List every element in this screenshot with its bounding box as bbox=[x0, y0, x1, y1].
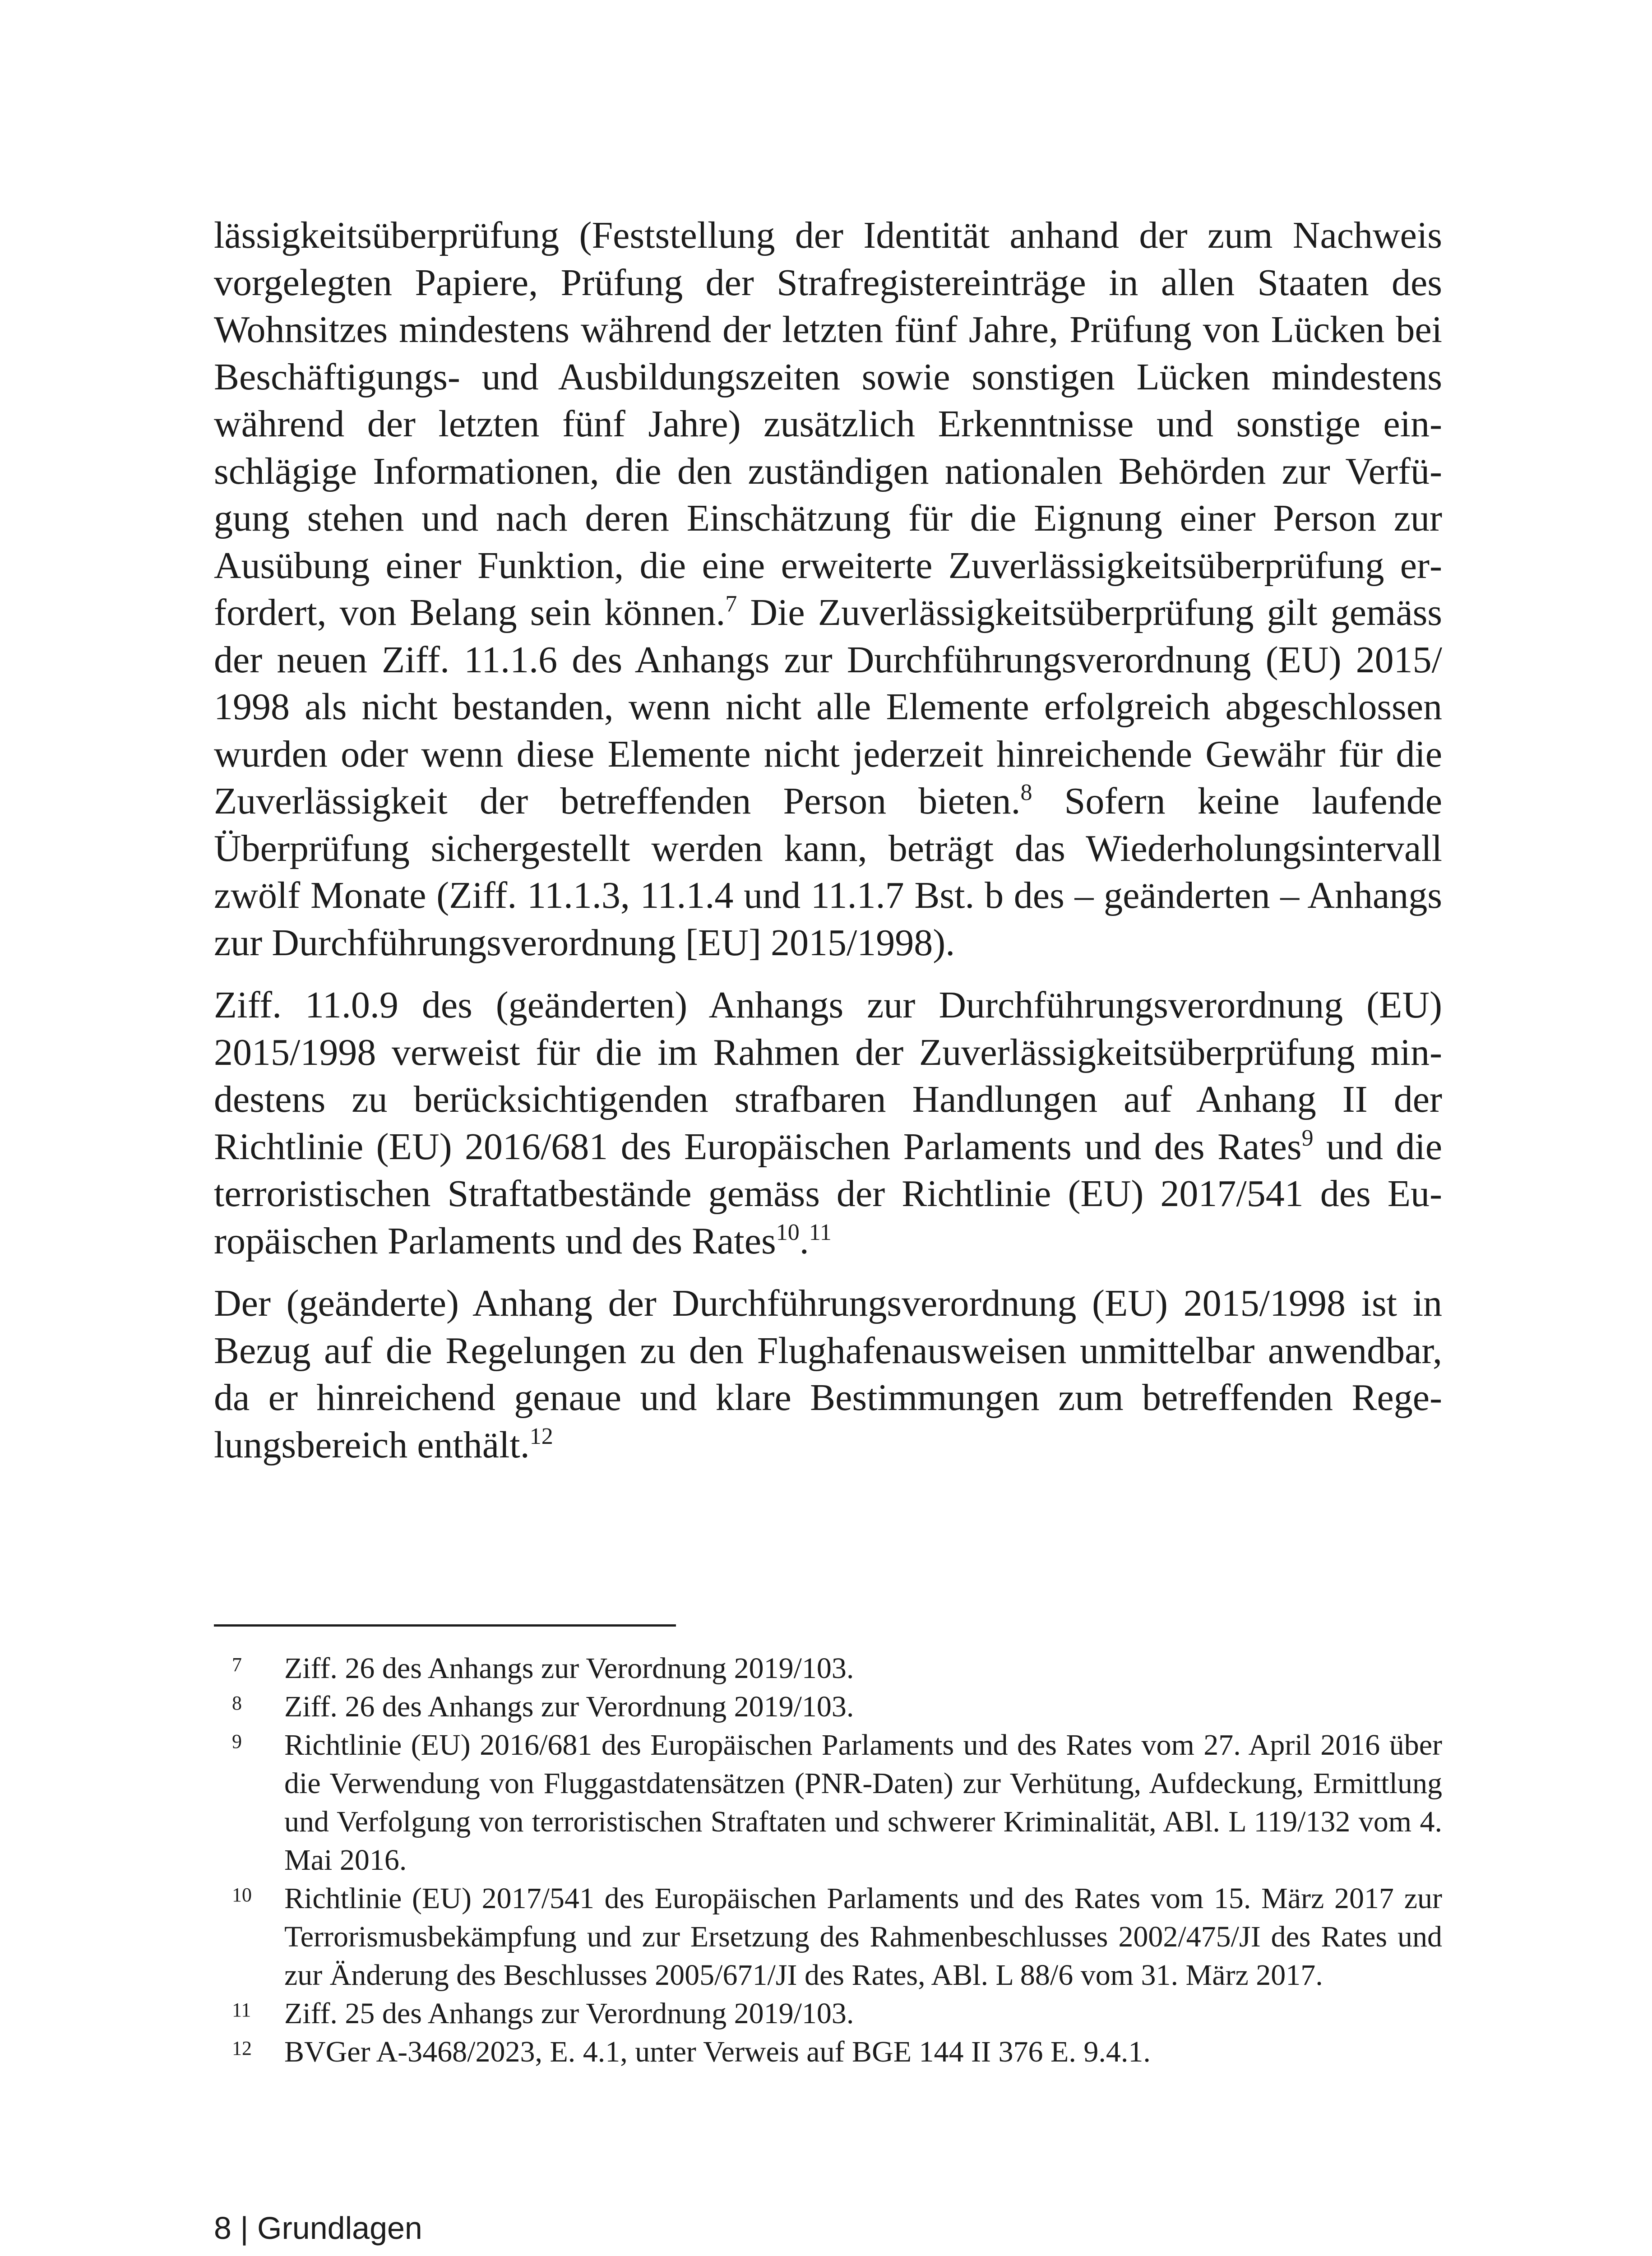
footnote-ref-10[interactable]: 10 bbox=[776, 1219, 800, 1245]
footnote-number: 12 bbox=[232, 2037, 252, 2059]
footnote-10 bbox=[214, 1879, 1442, 1994]
footnote-9 bbox=[214, 1726, 1442, 1879]
footnote-text: Ziff. 26 des Anhangs zur Verordnung 2019/103. bbox=[284, 1652, 854, 1685]
section-title: Grundlagen bbox=[257, 2210, 422, 2246]
footnote-text: Richtlinie (EU) 2016/681 des Europäischen Parlaments und des Rates vom 27. April 2016 über die Verwendung von Fluggastdatensätzen (PNR-Daten) zur Verhütung, Aufdeckung, Ermittlung und Verfolgung von terroristischen Straftaten und schwerer Kriminalität, ABl. L 119/132 vom 4. Mai 2016. bbox=[284, 1729, 1442, 1877]
page-number: 8 bbox=[214, 2210, 231, 2246]
footnote-divider bbox=[214, 1624, 676, 1627]
page-footer bbox=[214, 2210, 422, 2246]
paragraph-1 bbox=[214, 212, 1442, 966]
paragraph-3 bbox=[214, 1280, 1442, 1469]
footnote-7 bbox=[214, 1649, 1442, 1687]
footnote-ref-9[interactable]: 9 bbox=[1301, 1125, 1314, 1151]
footnote-text: Richtlinie (EU) 2017/541 des Europäischen Parlaments und des Rates vom 15. März 2017 zur Terrorismusbekämpfung und zur Ersetzung des Rahmenbeschlusses 2002/475/JI des Rates und zur Änderung des Beschlusses 2005/671/JI des Rates, ABl. L 88/6 vom 31. März 2017. bbox=[284, 1882, 1442, 1992]
footnote-number: 9 bbox=[232, 1730, 242, 1752]
footnote-number: 10 bbox=[232, 1884, 252, 1906]
footnote-ref-8[interactable]: 8 bbox=[1020, 780, 1032, 805]
paragraph-1-text-b: Die Zuverlässigkeitsüberprüfung gilt gemäss der neuen Ziff. 11.1.6 des Anhangs zur Durchführungsverordnung (EU) 2015/ 1998 als nicht bestanden, wenn nicht alle Elemente erfolgreich abgeschlossen wurden oder wenn diese Elemente nicht jederzeit hinreichende Gewähr für die Zuverlässigkeit der betreffenden Person bieten. bbox=[214, 592, 1442, 822]
footnote-text: Ziff. 25 des Anhangs zur Verordnung 2019/103. bbox=[284, 1997, 854, 2030]
paragraph-2-text-c: . bbox=[799, 1220, 809, 1262]
footnote-ref-7[interactable]: 7 bbox=[725, 591, 737, 617]
footnote-text: Ziff. 26 des Anhangs zur Verordnung 2019/103. bbox=[284, 1690, 854, 1723]
paragraph-2 bbox=[214, 982, 1442, 1265]
paragraph-1-text-c: Sofern keine laufende Überprüfung sichergestellt werden kann, beträgt das Wiederholungsintervall zwölf Monate (Ziff. 11.1.3, 11.1.4 und 11.1.7 Bst. b des – geänderten – Anhangs zur Durchführungsverordnung [EU] 2015/1998). bbox=[214, 780, 1442, 964]
main-text bbox=[214, 212, 1442, 1484]
footnote-12 bbox=[214, 2033, 1442, 2071]
paragraph-2-text-a: Ziff. 11.0.9 des (geänderten) Anhangs zur Durchführungsverordnung (EU) 2015/1998 verweist für die im Rahmen der Zuverlässigkeitsüberprüfung mindestens zu berücksichtigenden strafbaren Handlungen auf Anhang II der Richtlinie (EU) 2016/681 des Europäischen Parlaments und des Rates bbox=[214, 984, 1442, 1168]
footnote-11 bbox=[214, 1994, 1442, 2033]
paragraph-3-text-a: Der (geänderte) Anhang der Durchführungsverordnung (EU) 2015/1998 ist in Bezug auf die Regelungen zu den Flughafenausweisen unmittelbar anwendbar, da er hinreichend genaue und klare Bestimmungen zum betreffenden Regelungsbereich enthält. bbox=[214, 1282, 1442, 1466]
paragraph-1-text-a: lässigkeitsüberprüfung (Feststellung der Identität anhand der zum Nachweis vorgelegten Papiere, Prüfung der Strafregistereinträge in allen Staaten des Wohnsitzes mindestens während der letzten fünf Jahre, Prüfung von Lücken bei Beschäftigungs- und Ausbildungszeiten sowie sonstigen Lücken mindestens während der letzten fünf Jahre) zusätzlich Erkenntnisse und sonstige einschlägige Informationen, die den zuständigen nationalen Behörden zur Verfügung stehen und nach deren Einschätzung für die Eignung einer Person zur Ausübung einer Funktion, die eine erweiterte Zuverlässigkeitsüberprüfung erfordert, von Belang sein können. bbox=[214, 214, 1442, 633]
footnote-ref-11[interactable]: 11 bbox=[809, 1219, 832, 1245]
footnote-8 bbox=[214, 1687, 1442, 1726]
footer-separator: | bbox=[240, 2210, 249, 2246]
footnote-text: BVGer A-3468/2023, E. 4.1, unter Verweis auf BGE 144 II 376 E. 9.4.1. bbox=[284, 2035, 1151, 2068]
footnote-ref-12[interactable]: 12 bbox=[529, 1423, 553, 1449]
footnote-number: 7 bbox=[232, 1654, 242, 1676]
footnote-number: 11 bbox=[232, 1999, 251, 2021]
footnote-number: 8 bbox=[232, 1692, 242, 1714]
footnotes-list bbox=[214, 1649, 1442, 2071]
paragraph-2-text-b: und die terroristischen Straftatbestände gemäss der Richtlinie (EU) 2017/541 des Europäischen Parlaments und des Rates bbox=[214, 1125, 1443, 1262]
